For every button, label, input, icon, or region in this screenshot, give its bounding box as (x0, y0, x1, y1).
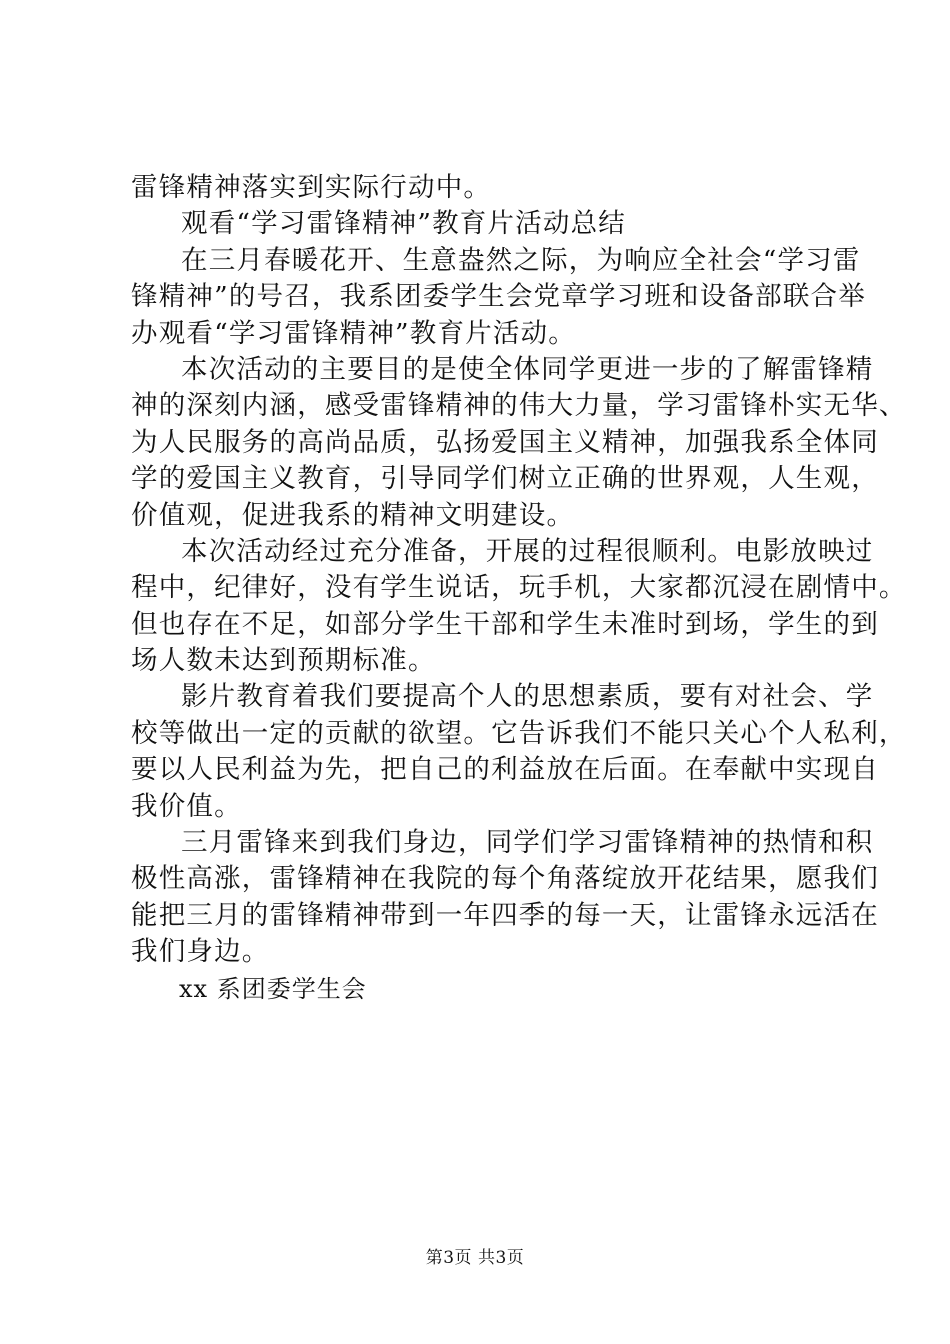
section-title: 观看“学习雷锋精神”教育片活动总结 (181, 208, 626, 240)
text-line: 锋精神”的号召，我系团委学生会党章学习班和设备部联合举 (131, 281, 866, 313)
text-line: 神的深刻内涵，感受雷锋精神的伟大力量，学习雷锋朴实无华、 (131, 390, 907, 422)
text-line: 为人民服务的高尚品质，弘扬爱国主义精神，加强我系全体同 (131, 426, 879, 458)
text-line: 我们身边。 (131, 936, 270, 968)
text-line: 学的爱国主义教育，引导同学们树立正确的世界观，人生观， (131, 463, 879, 495)
text-line: 影片教育着我们要提高个人的思想素质，要有对社会、学 (181, 681, 874, 713)
text-line: 程中，纪律好，没有学生说话，玩手机，大家都沉浸在剧情中。 (131, 572, 907, 604)
document-body (131, 170, 907, 1007)
text-line: 三月雷锋来到我们身边，同学们学习雷锋精神的热情和积 (181, 827, 874, 859)
text-line: 在三月春暖花开、生意盎然之际，为响应全社会“学习雷 (181, 244, 861, 276)
text-line: 我价值。 (131, 790, 242, 822)
page-number-label: 第3页 共3页 (425, 1248, 525, 1268)
text-line: 但也存在不足，如部分学生干部和学生未准时到场，学生的到 (131, 608, 879, 640)
text-line: 能把三月的雷锋精神带到一年四季的每一天，让雷锋永远活在 (131, 899, 879, 931)
text-line: 价值观，促进我系的精神文明建设。 (131, 499, 575, 531)
page-footer (0, 1243, 950, 1268)
text-line: 本次活动经过充分准备，开展的过程很顺利。电影放映过 (181, 535, 874, 567)
text-line: 场人数未达到预期标准。 (131, 645, 436, 677)
text-line: 本次活动的主要目的是使全体同学更进一步的了解雷锋精 (181, 353, 874, 385)
text-line: 校等做出一定的贡献的欲望。它告诉我们不能只关心个人私利， (131, 717, 907, 749)
signature: xx 系团委学生会 (179, 974, 367, 1003)
text-line: 极性高涨，雷锋精神在我院的每个角落绽放开花结果，愿我们 (131, 863, 879, 895)
text-line: 雷锋精神落实到实际行动中。 (131, 172, 492, 203)
text-line: 办观看“学习雷锋精神”教育片活动。 (131, 317, 576, 349)
text-line: 要以人民利益为先，把自己的利益放在后面。在奉献中实现自 (131, 754, 879, 786)
